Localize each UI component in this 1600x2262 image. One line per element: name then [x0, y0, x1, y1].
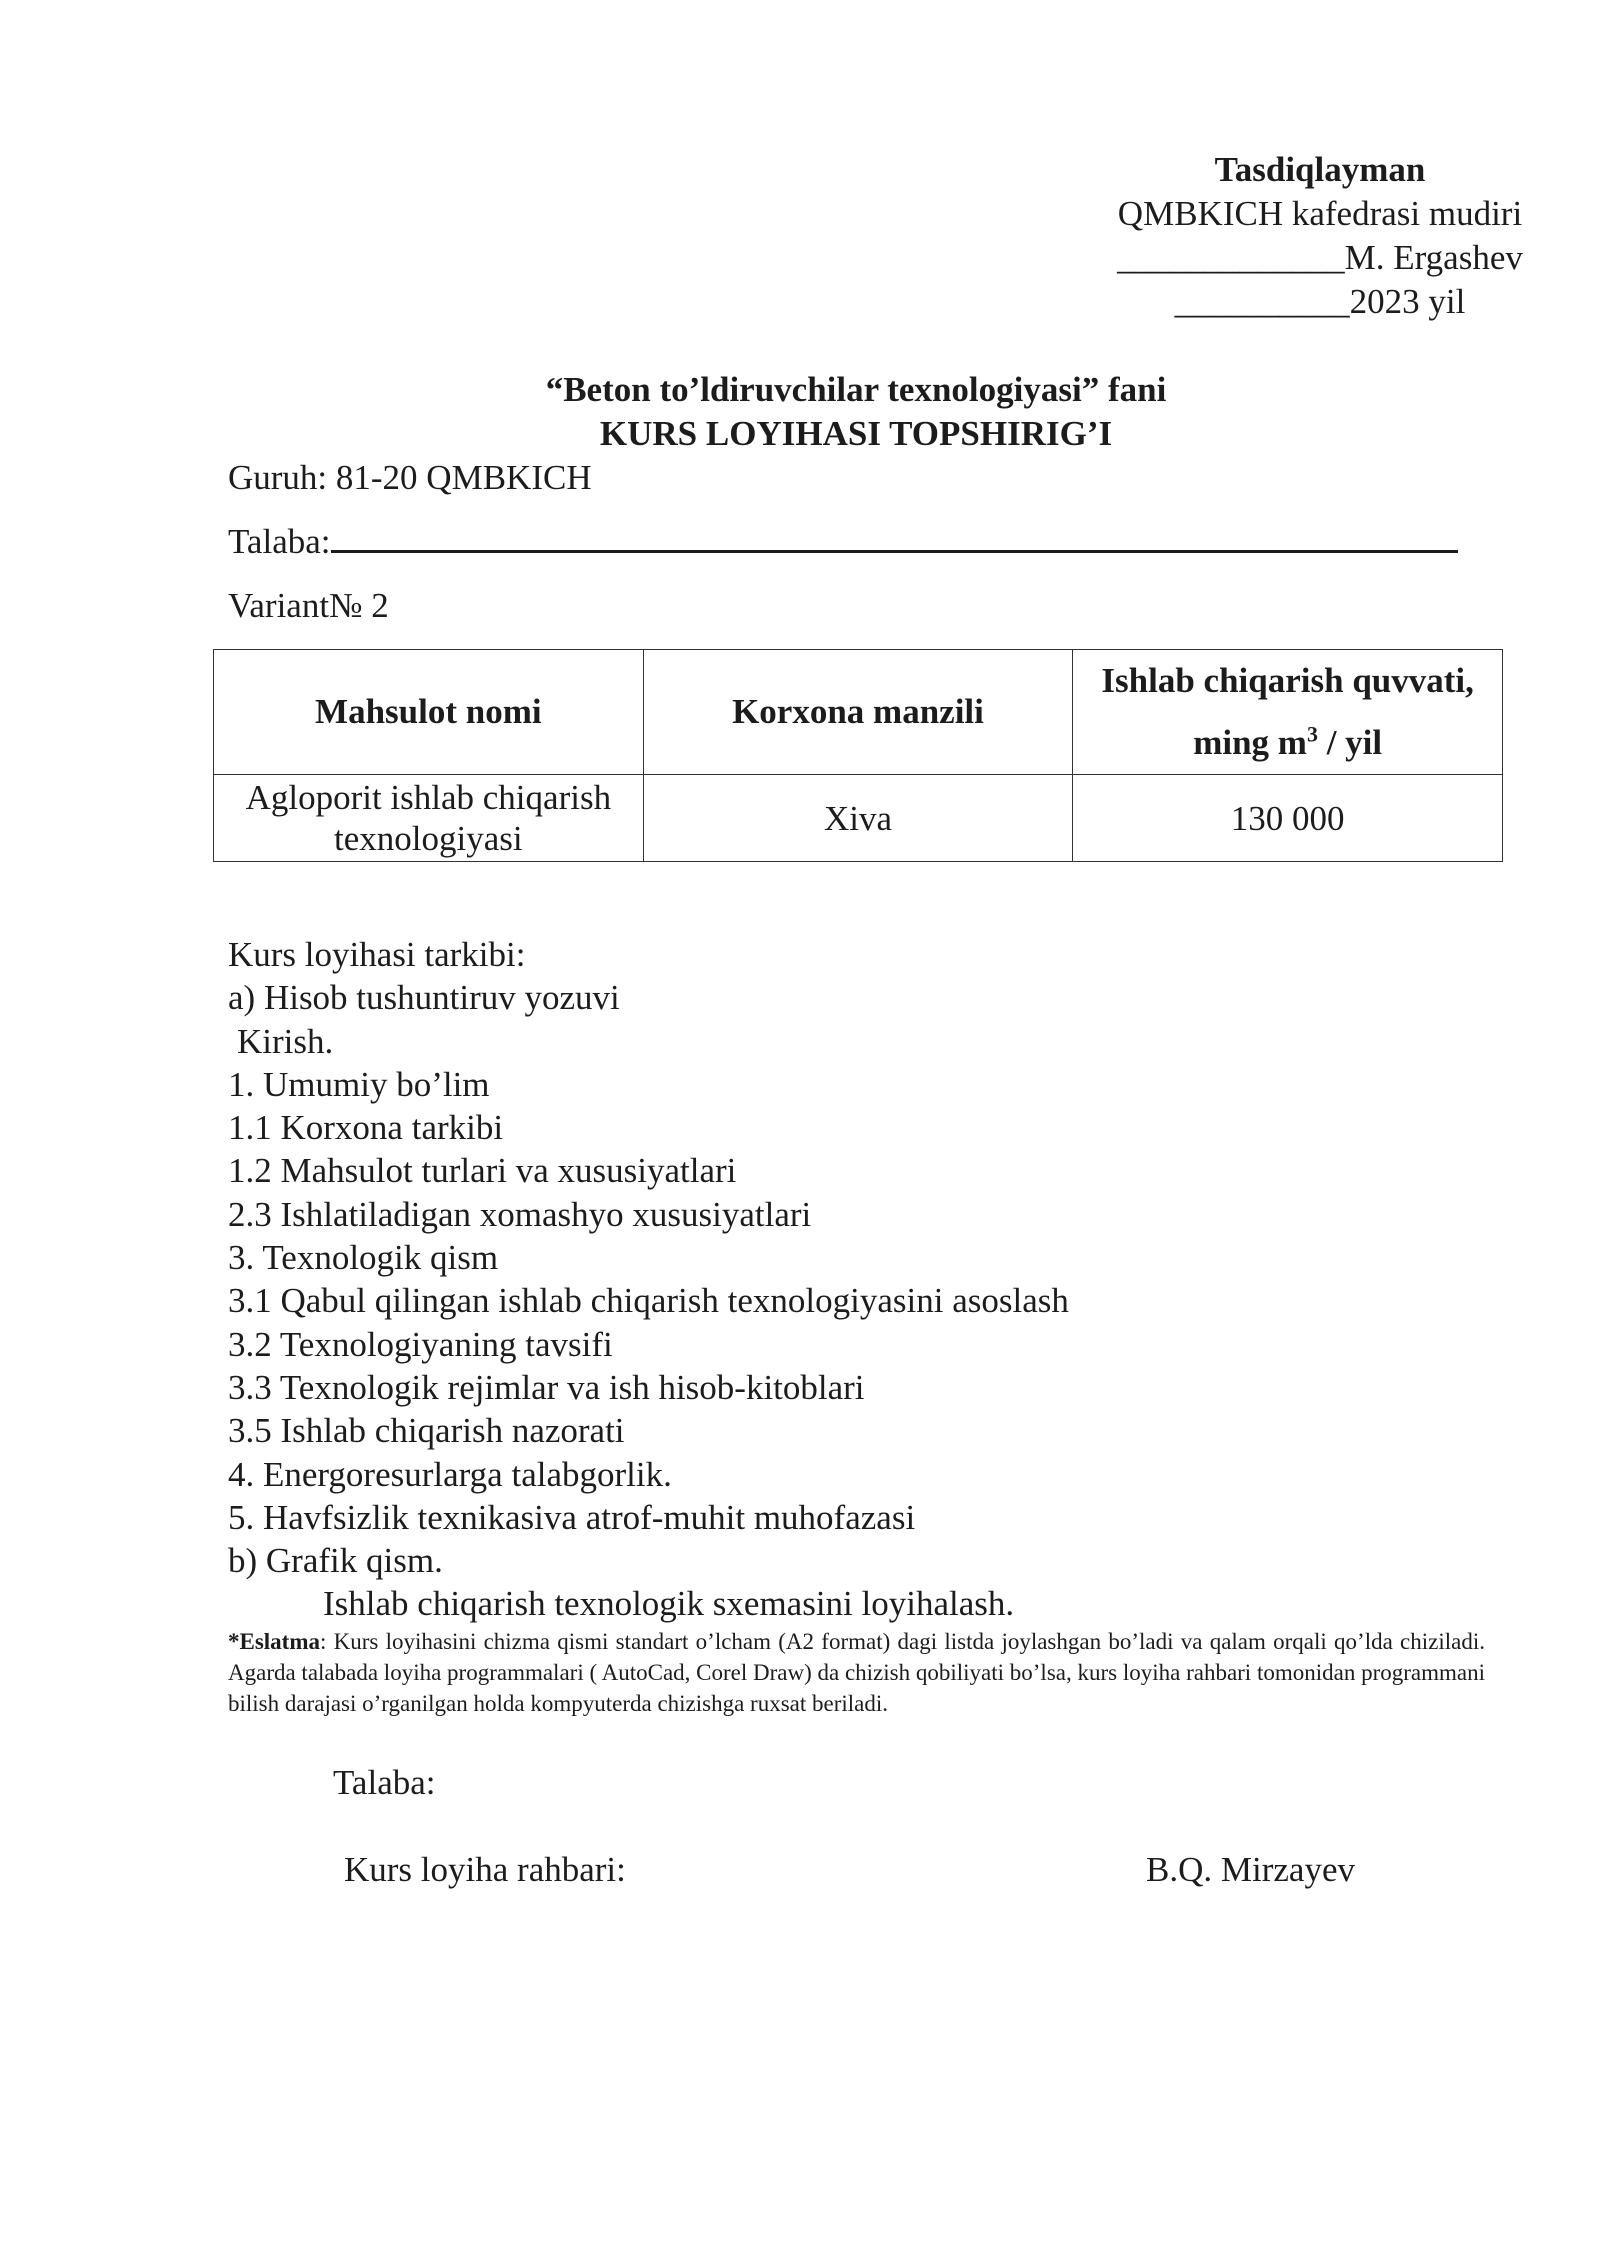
cell-product: [214, 775, 644, 862]
list-item: a) Hisob tushuntiruv yozuvi: [228, 978, 620, 1018]
header-capacity-unit: / yil: [1317, 723, 1383, 762]
table-header-row: [214, 650, 1503, 775]
list-item: 3. Texnologik qism: [228, 1238, 499, 1278]
approval-position: QMBKICH kafedrasi mudiri: [1117, 194, 1523, 233]
supervisor-label: Kurs loyiha rahbari:: [344, 1850, 626, 1889]
student-underline: [331, 520, 1458, 553]
list-item: Ishlab chiqarish texnologik sxemasini loyihalash.: [323, 1584, 1015, 1624]
subject-title: “Beton to’ldiruvchilar texnologiyasi” fani: [545, 370, 1167, 409]
header-capacity-exponent: 3: [1306, 721, 1318, 747]
approval-signature-line: _____________M. Ergashev: [1117, 238, 1523, 277]
supervisor-name: B.Q. Mirzayev: [1146, 1850, 1355, 1889]
header-location: Korxona manzili: [643, 650, 1073, 775]
header-product: Mahsulot nomi: [214, 650, 644, 775]
list-item: 3.5 Ishlab chiqarish nazorati: [228, 1411, 625, 1451]
assignment-table: [213, 649, 1503, 862]
list-item: 5. Havfsizlik texnikasiva atrof-muhit muhofazasi: [228, 1497, 916, 1537]
table-row: [214, 775, 1503, 862]
header-capacity-text: Ishlab chiqarish quvvati, ming m: [1101, 661, 1474, 762]
cell-product-line1: Agloporit ishlab chiqarish: [245, 778, 612, 817]
approval-block: [1080, 148, 1560, 324]
variant-line: Variant№ 2: [228, 586, 389, 625]
list-item: 2.3 Ishlatiladigan xomashyo xususiyatlari: [228, 1194, 812, 1234]
student-signature-label: Talaba:: [333, 1763, 436, 1802]
student-line: [228, 520, 1458, 564]
approval-title: Tasdiqlayman: [1214, 150, 1426, 189]
list-item: 3.1 Qabul qilingan ishlab chiqarish texnologiyasini asoslash: [228, 1281, 1069, 1321]
list-item: 1. Umumiy bo’lim: [228, 1064, 490, 1104]
note-text: : Kurs loyihasini chizma qismi standart o’lcham (A2 format) dagi listda joylashgan bo’ladi va qalam orqali qo’lda chiziladi. Agarda talabada loyiha programmalari ( AutoCad, Corel Draw) da chizish qobiliyati bo’lsa, kurs loyiha rahbari tomonidan programmani bilish darajasi o’rganilgan holda kompyuterda chizishga ruxsat beriladi.: [228, 1629, 1485, 1716]
approval-date-line: __________2023 yil: [1174, 282, 1466, 321]
cell-capacity: 130 000: [1073, 775, 1503, 862]
document-title: KURS LOYIHASI TOPSHIRIG’I: [599, 414, 1113, 453]
list-item: 4. Energoresurlarga talabgorlik.: [228, 1454, 672, 1494]
list-item: 1.2 Mahsulot turlari va xususiyatlari: [228, 1151, 737, 1191]
note-paragraph: [228, 1626, 1485, 1719]
cell-product-line2: texnologiyasi: [334, 819, 523, 858]
list-item: 1.1 Korxona tarkibi: [228, 1108, 504, 1148]
list-item: 3.2 Texnologiyaning tavsifi: [228, 1324, 613, 1364]
list-item: Kurs loyihasi tarkibi:: [228, 935, 526, 974]
list-item: 3.3 Texnologik rejimlar va ish hisob-kitoblari: [228, 1367, 865, 1407]
student-label: Talaba:: [228, 522, 331, 561]
contents-list: [228, 933, 1069, 1626]
group-line: Guruh: 81-20 QMBKICH: [228, 458, 592, 497]
list-item: b) Grafik qism.: [228, 1541, 443, 1581]
list-item: Kirish.: [237, 1021, 334, 1061]
header-capacity: [1073, 650, 1503, 775]
cell-location: Xiva: [643, 775, 1073, 862]
note-label: *Eslatma: [228, 1629, 320, 1654]
